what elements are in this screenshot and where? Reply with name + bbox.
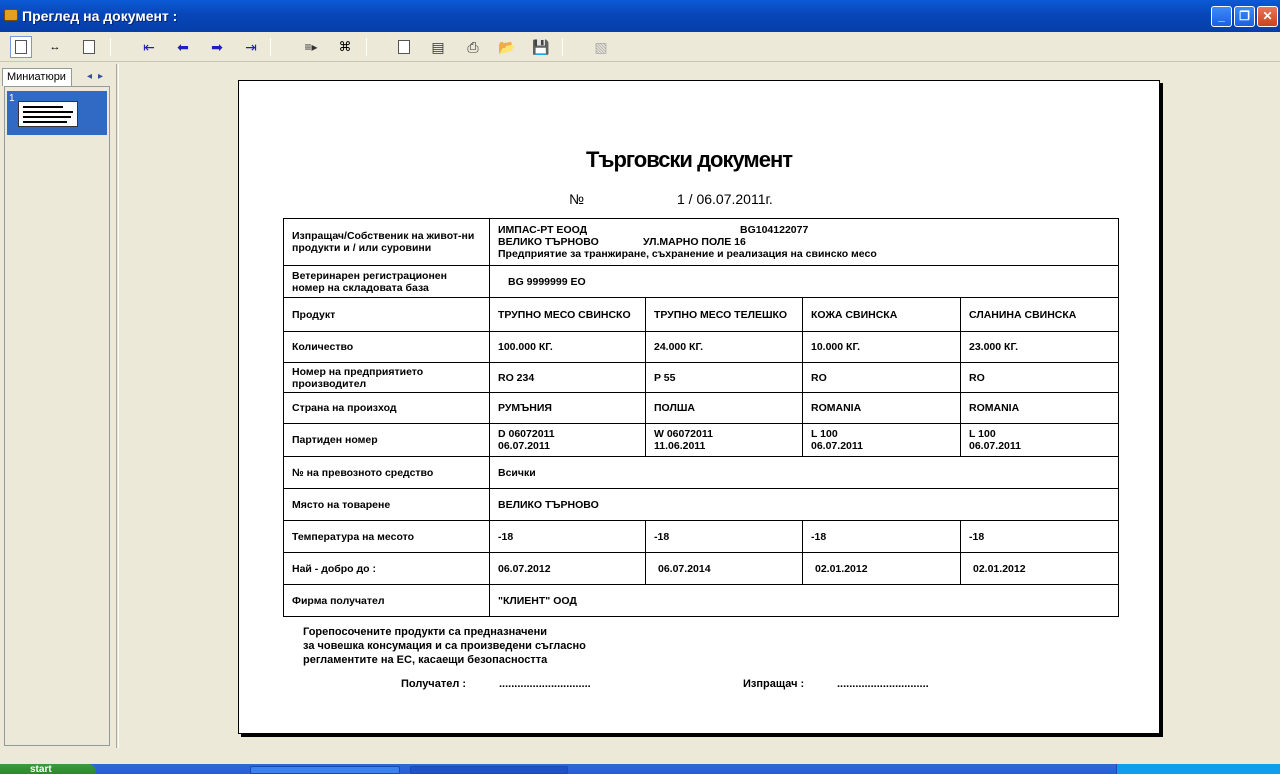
toolbar — [0, 32, 1280, 62]
single-page-view-button[interactable] — [10, 36, 32, 58]
cell: RO — [961, 363, 1119, 393]
row-label: Продукт — [284, 298, 490, 332]
save-button[interactable] — [530, 36, 552, 58]
table-row — [284, 457, 1119, 489]
taskbar — [0, 764, 1280, 774]
cell: -18 — [646, 521, 803, 553]
arrow-left-icon: ⬅ — [177, 38, 189, 55]
title-bar — [0, 0, 1280, 32]
window-title: Преглед на документ : — [22, 8, 178, 24]
table-row — [284, 424, 1119, 457]
cell: D 06072011 06.07.2011 — [490, 424, 646, 457]
first-page-button[interactable] — [138, 36, 160, 58]
table-row — [284, 553, 1119, 585]
sender-cell: ИМПАС-РТ ЕООД BG104122077 ВЕЛИКО ТЪРНОВО УЛ.МАРНО ПОЛЕ 16 Предприятие за транжиране, съхранение и реализация на свинско месо — [490, 219, 1119, 266]
document-page — [238, 80, 1160, 734]
thumbnail-image — [18, 101, 78, 127]
arrow-right-icon: ➡ — [211, 38, 223, 55]
table-row — [284, 585, 1119, 617]
binoculars-icon: ⌘ — [338, 39, 352, 54]
row-label: Партиден номер — [284, 424, 490, 457]
row-label: Изпращач/Собственик на живот-ни продукти и / или суровини — [284, 219, 490, 266]
sender-signature-label: Изпращач : — [743, 678, 805, 690]
receiver-signature-label: Получател : — [401, 678, 467, 690]
thumbnail-number: 1 — [9, 93, 15, 104]
row-label: Номер на предприятието производител — [284, 363, 490, 393]
cell: -18 — [961, 521, 1119, 553]
restore-button[interactable]: ❐ — [1234, 6, 1255, 27]
receiver-signature-line: .............................. — [499, 678, 591, 690]
cell: ТРУПНО МЕСО ТЕЛЕШКО — [646, 298, 803, 332]
first-page-icon: ⇤ — [143, 38, 155, 55]
cell: СЛАНИНА СВИНСКА — [961, 298, 1119, 332]
cell: КОЖА СВИНСКА — [803, 298, 961, 332]
thumbnail-page-1[interactable] — [7, 91, 107, 135]
document-number-value: 1 / 06.07.2011г. — [677, 191, 773, 207]
cell: 23.000 КГ. — [961, 332, 1119, 363]
printer-icon: ⎙ — [467, 38, 479, 55]
document-number-label: № — [569, 191, 585, 207]
table-row — [284, 521, 1119, 553]
document-table — [283, 218, 1119, 617]
cell: P 55 — [646, 363, 803, 393]
page-width-view-button[interactable] — [44, 36, 66, 58]
export-button[interactable] — [427, 36, 449, 58]
taskbar-item-active[interactable] — [410, 766, 568, 774]
disabled-icon: ▧ — [594, 38, 608, 55]
open-button[interactable] — [496, 36, 518, 58]
page-width-icon: ↔ — [49, 41, 61, 53]
panel-splitter[interactable] — [116, 64, 119, 748]
taskbar-item[interactable] — [250, 766, 400, 774]
page-icon — [15, 40, 27, 54]
cell: ПОЛША — [646, 393, 803, 424]
folder-icon: 📂 — [498, 38, 516, 55]
find-button[interactable] — [334, 36, 356, 58]
cell: РУМЪНИЯ — [490, 393, 646, 424]
cell: 06.07.2012 — [490, 553, 646, 585]
cell: 02.01.2012 — [803, 553, 961, 585]
app-icon — [4, 9, 18, 21]
cell: -18 — [803, 521, 961, 553]
cell: ТРУПНО МЕСО СВИНСКО — [490, 298, 646, 332]
tab-thumbnails[interactable]: Миниатюри — [2, 68, 72, 86]
new-page-icon — [398, 40, 410, 54]
whole-page-view-button[interactable] — [78, 36, 100, 58]
new-button[interactable] — [393, 36, 415, 58]
table-row — [284, 393, 1119, 424]
cell: ВЕЛИКО ТЪРНОВО — [490, 489, 1119, 521]
last-page-icon: ⇥ — [245, 38, 257, 55]
cell: L 100 06.07.2011 — [961, 424, 1119, 457]
table-row — [284, 219, 1119, 266]
floppy-icon: 💾 — [532, 38, 550, 55]
close-window-button[interactable]: ✕ — [1257, 6, 1278, 27]
cell: ROMANIA — [961, 393, 1119, 424]
cell: 06.07.2014 — [646, 553, 803, 585]
table-row — [284, 266, 1119, 298]
cell: 24.000 КГ. — [646, 332, 803, 363]
chevron-left-icon[interactable]: ◂ — [86, 70, 92, 82]
row-label: Температура на месото — [284, 521, 490, 553]
minimize-button[interactable]: _ — [1211, 6, 1232, 27]
cell: 100.000 КГ. — [490, 332, 646, 363]
next-page-button[interactable] — [206, 36, 228, 58]
table-row — [284, 363, 1119, 393]
row-label: № на превозното средство — [284, 457, 490, 489]
row-label: Място на товарене — [284, 489, 490, 521]
cell: RO 234 — [490, 363, 646, 393]
row-label: Страна на произход — [284, 393, 490, 424]
last-page-button[interactable] — [240, 36, 262, 58]
cell: 10.000 КГ. — [803, 332, 961, 363]
sender-signature-line: .............................. — [837, 678, 929, 690]
tab-scroll-arrows[interactable] — [78, 68, 112, 84]
thumbnails-panel — [0, 64, 114, 748]
goto-icon: ≡▸ — [304, 40, 318, 54]
thumbnail-list — [4, 86, 110, 746]
cell: 02.01.2012 — [961, 553, 1119, 585]
disabled-button — [590, 36, 612, 58]
row-label: Ветеринарен регистрационен номер на складовата база — [284, 266, 490, 298]
cell: -18 — [490, 521, 646, 553]
cell: Всички — [490, 457, 1119, 489]
cell: ROMANIA — [803, 393, 961, 424]
row-label: Количество — [284, 332, 490, 363]
previous-page-button[interactable] — [172, 36, 194, 58]
cell: RO — [803, 363, 961, 393]
system-tray — [1116, 764, 1280, 774]
go-to-page-button[interactable] — [300, 36, 322, 58]
cell: L 100 06.07.2011 — [803, 424, 961, 457]
start-button[interactable]: start — [0, 764, 96, 774]
table-row — [284, 332, 1119, 363]
document-title: Търговски документ — [585, 147, 793, 172]
whole-page-icon — [83, 40, 95, 54]
cell: "КЛИЕНТ" ООД — [490, 585, 1119, 617]
cell: BG 9999999 EO — [490, 266, 1119, 298]
table-row — [284, 489, 1119, 521]
row-label: Най - добро до : — [284, 553, 490, 585]
row-label: Фирма получател — [284, 585, 490, 617]
chevron-right-icon[interactable]: ▸ — [98, 70, 104, 82]
compliance-note: Горепосочените продукти са предназначени за човешка консумация и са произведени съгласно регламентите на ЕС, касаещи безопасността — [303, 626, 586, 666]
table-row — [284, 298, 1119, 332]
cell: W 06072011 11.06.2011 — [646, 424, 803, 457]
print-button[interactable] — [462, 36, 484, 58]
export-icon: ▤ — [431, 38, 445, 55]
